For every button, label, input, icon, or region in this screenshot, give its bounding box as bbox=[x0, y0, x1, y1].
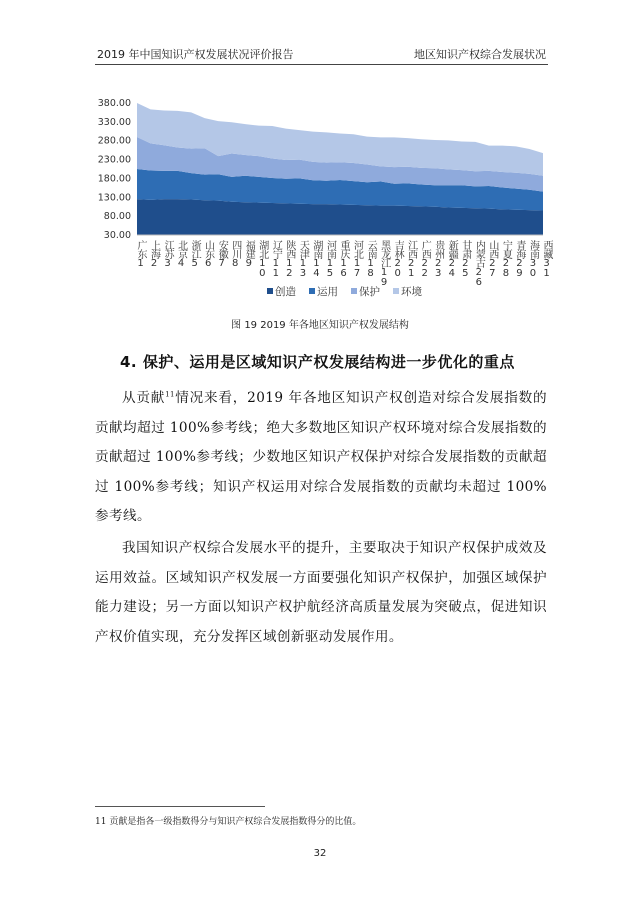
x-category-label: 湖北10 bbox=[256, 240, 268, 278]
y-tick-label: 180.00 bbox=[97, 173, 131, 185]
header-report-title: 2019 年中国知识产权发展状况评价报告 bbox=[97, 48, 294, 61]
x-category-label: 甘肃25 bbox=[459, 240, 471, 278]
x-category-label: 安徽7 bbox=[216, 240, 228, 268]
legend-label: 环境 bbox=[401, 286, 422, 298]
x-category-label: 江西21 bbox=[405, 240, 417, 278]
y-tick-label: 280.00 bbox=[97, 135, 131, 147]
y-tick-label: 380.00 bbox=[97, 98, 131, 109]
x-category-label: 新疆24 bbox=[446, 240, 458, 278]
x-category-label: 宁夏28 bbox=[500, 240, 512, 278]
paragraph-improvement: 我国知识产权综合发展水平的提升，主要取决于知识产权保护成效及运用效益。区域知识产权发展一方面要强化知识产权保护，加强区域保护能力建设；另一方面以知识产权护航经济高质量发展为突破点，促进知识产权价值实现，充分发挥区域创新驱动发展作用。 bbox=[95, 540, 547, 645]
stacked-area-chart bbox=[95, 95, 550, 310]
y-tick-label: 230.00 bbox=[97, 154, 131, 166]
paragraph-contribution-start: 从贡献 bbox=[122, 390, 166, 406]
x-category-label: 贵州23 bbox=[432, 240, 444, 278]
footnote: 11 贡献是指各一级指数得分与知识产权综合发展指数得分的比值。 bbox=[95, 817, 362, 827]
x-category-label: 山西27 bbox=[486, 240, 498, 278]
x-category-label: 吉林20 bbox=[392, 240, 404, 278]
x-category-label: 河南15 bbox=[324, 240, 336, 278]
y-tick-label: 330.00 bbox=[97, 116, 131, 128]
legend-label: 运用 bbox=[317, 286, 338, 298]
legend-label: 保护 bbox=[359, 286, 380, 298]
x-category-label: 浙江5 bbox=[189, 240, 201, 268]
y-tick-label: 130.00 bbox=[97, 192, 131, 204]
legend-swatch bbox=[267, 288, 273, 294]
x-category-label: 江苏3 bbox=[162, 240, 174, 268]
legend-swatch bbox=[351, 288, 357, 294]
footnote-ref[interactable]: 11 bbox=[165, 390, 175, 399]
legend-swatch bbox=[309, 288, 315, 294]
x-category-label: 山东6 bbox=[202, 240, 214, 268]
y-tick-label: 30.00 bbox=[103, 230, 131, 241]
x-category-label: 辽宁11 bbox=[270, 240, 282, 278]
y-tick-label: 80.00 bbox=[103, 211, 131, 223]
x-category-label: 上海2 bbox=[148, 240, 160, 268]
x-category-label: 河北17 bbox=[351, 240, 363, 278]
x-category-label: 广西22 bbox=[419, 240, 431, 278]
x-category-label: 黑龙江19 bbox=[378, 240, 390, 287]
paragraph-contribution-rest: 情况来看，2019 年各地区知识产权创造对综合发展指数的贡献均超过 100%参考线；绝大多数地区知识产权环境对综合发展指数的贡献超过 100%参考线；少数地区知识产权保护对综合发展指数的贡献超过 100%参考线；知识产权运用对综合发展指数的贡献均未超过 100%参考线。 bbox=[95, 390, 547, 524]
x-category-label: 青海29 bbox=[513, 240, 525, 278]
x-category-label: 西藏31 bbox=[541, 240, 552, 278]
section-heading: 4. 保护、运用是区域知识产权发展结构进一步优化的重点 bbox=[120, 353, 515, 371]
x-category-label: 广东1 bbox=[135, 240, 146, 268]
x-category-label: 重庆16 bbox=[338, 240, 349, 278]
x-category-label: 北京4 bbox=[175, 240, 187, 268]
x-category-label: 湖南14 bbox=[310, 240, 322, 278]
footnote-divider bbox=[95, 806, 265, 807]
x-category-label: 四川8 bbox=[229, 240, 241, 268]
page-header bbox=[95, 44, 548, 62]
figure-caption: 图 19 2019 年各地区知识产权发展结构 bbox=[231, 320, 409, 331]
legend-swatch bbox=[393, 288, 399, 294]
x-category-label: 天津13 bbox=[297, 240, 309, 278]
x-category-label: 福建9 bbox=[243, 240, 255, 268]
legend-label: 创造 bbox=[275, 286, 296, 298]
page-number: 32 bbox=[313, 848, 327, 859]
header-divider bbox=[95, 64, 548, 65]
x-category-label: 内蒙古26 bbox=[473, 240, 485, 287]
x-category-label: 陕西12 bbox=[283, 240, 295, 278]
x-category-label: 海南30 bbox=[527, 240, 539, 278]
header-section-title: 地区知识产权综合发展状况 bbox=[414, 48, 546, 61]
x-category-label: 云南18 bbox=[365, 240, 377, 278]
paragraph-contribution bbox=[95, 384, 547, 532]
